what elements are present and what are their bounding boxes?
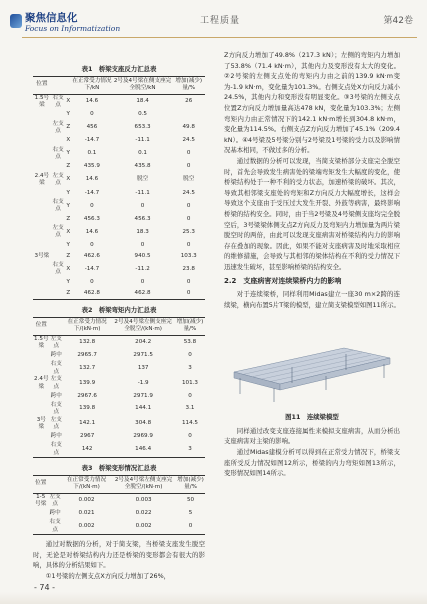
table-cell: -11.2 [135,265,150,272]
table-cell: 0 [186,202,191,209]
table-row [33,351,205,362]
table-cell [51,251,66,262]
table-cell: Z [66,215,71,222]
table1 [33,76,205,300]
table1-title: 表1 桥梁支座反力汇总表 [81,65,157,73]
table-cell: Z [66,252,71,259]
table-cell: 204.2 [135,339,152,346]
table-row [33,136,205,147]
table-header-cell: 2号及4号梁在侧支座完全脱空/kN [113,76,173,94]
table-cell: 0.021 [78,510,95,517]
table-cell: 0 [90,241,94,248]
table-cell: Z [65,288,71,300]
table-cell: 24.5 [182,137,195,144]
table-cell: 0 [188,392,192,399]
table-header-cell: 2号及4号梁左侧支座完全脱空/(kN·m) [111,317,175,335]
table-cell: 103.3 [180,252,197,259]
table-cell [33,188,51,199]
table-cell: 跨中 [50,352,62,359]
table-header-cell: 位置 [33,475,48,493]
table-cell: 右支点 [52,198,64,213]
table-cell: 456.3 [134,215,151,222]
figure-continuous-beam-model [226,314,398,410]
table-cell [33,277,51,288]
table-cell: 435.9 [83,163,100,170]
table-header-cell: 在正常受力情况下/kN [71,76,113,94]
table-row [33,288,205,300]
table-cell: 18.4 [136,98,149,105]
table-cell: 0.002 [111,519,176,535]
table-row [33,225,205,240]
table-header-cell [48,475,62,493]
table-cell [33,136,51,147]
table-row [33,417,205,432]
table-row [33,402,205,417]
table-cell: -11.1 [135,189,150,196]
table-cell: 脱空 [136,176,149,183]
table-cell: 139.9 [79,379,96,386]
table-cell: 0.003 [135,497,152,504]
table-cell: 53.8 [183,339,197,346]
table-header-cell [50,317,63,335]
table-cell: 101.3 [181,379,198,386]
journal-title-en: Focus on Informatization [25,24,121,33]
table-row [33,162,205,173]
table-cell: 2967 [80,433,95,440]
right-paragraph-3: 对于连续梁桥，同样利用Midas建立一座30 m×2跨的连续梁，横向布置5片T梁的模型，建立简支梁模型如图11所示。 [224,290,400,309]
table-cell: 2965.7 [77,352,97,359]
page-header [0,0,427,40]
table-cell: -1.9 [137,379,149,386]
table-header-cell: 增加(减少)量/% [172,76,205,94]
table-cell [33,225,51,240]
table-row [33,110,205,121]
table-cell: 462.6 [83,252,100,259]
table-cell [172,110,205,121]
table-row [33,251,205,262]
table-cell: 右支点 [49,519,61,533]
table-cell: 右支点 [50,361,62,375]
table-cell: Y [66,202,70,209]
table-header-cell: 增加(减少)量/% [175,317,205,335]
table-cell: 26 [185,98,193,105]
table-cell: 0 [186,163,191,170]
table-header-cell: 位置 [33,76,51,94]
table-row [33,391,205,402]
table-cell: 18.3 [136,228,149,235]
right-column [224,50,400,479]
table-cell [51,277,66,288]
beam-model-image [226,314,398,410]
table-row [33,121,205,136]
table-cell: 2.4号梁 [34,172,50,187]
table-cell [33,121,51,136]
table-cell: 462.8 [71,288,113,300]
table-cell: X [66,265,71,272]
table-cell: 1.5号梁 [34,335,49,350]
table-cell: 左支点 [49,493,61,508]
table-cell: 653.3 [134,124,151,131]
table-header-cell: 位置 [33,317,50,335]
table-cell [33,509,48,520]
table-cell: 1-5号梁 [35,493,47,508]
table-cell: 2.4号梁 [34,376,49,390]
table-cell: 456 [86,124,98,131]
table-header-cell: 2号及4号梁左侧支座完全脱空/(kN·m) [111,475,176,493]
table-cell [51,288,66,300]
table-row [33,361,205,376]
table-cell: 0 [140,278,145,285]
table-cell [33,199,51,214]
table-cell: Y [66,111,70,118]
table-cell [33,432,50,443]
table-cell [33,214,51,225]
table-cell: 23.8 [182,265,195,272]
table-cell: 0.5 [138,111,147,118]
table-cell [33,442,50,458]
table-cell [33,519,48,535]
table-cell: 49.8 [182,124,195,131]
table-cell: 0.022 [135,510,152,517]
table-cell: -11.1 [135,137,150,144]
table-cell [33,391,50,402]
table-cell: 114.5 [181,420,198,427]
table-cell: 0 [140,241,145,248]
table-cell: 435.8 [134,163,151,170]
table-cell: 0.002 [78,497,95,504]
table-cell: 2967.6 [77,392,97,399]
table-cell: 137 [137,364,149,371]
table-cell: 跨中 [50,392,62,399]
table-cell: 146.4 [111,442,175,458]
table-cell: 940.5 [134,252,151,259]
table-row [33,188,205,199]
table-cell: 142.1 [79,420,96,427]
table-row [33,240,205,251]
header-rule [22,37,417,38]
table-cell: 2971.9 [133,392,153,399]
table-cell: 3 [175,442,205,458]
left-paragraph-1: 通过对数据的分析，对于简支梁，当桥梁支座发生脱空时，无论是对桥梁结构内力还是桥梁的变形都会有很大的影响，具体的分析结果如下。 [33,540,205,570]
table-cell: 右支点 [50,442,62,456]
table-cell: 右支点 [52,146,64,161]
table-cell: 跨中 [50,433,62,440]
table-cell: 脱空 [183,176,195,183]
table-row [33,335,205,351]
table-cell: 132.8 [79,339,96,346]
table-cell: 0.002 [62,519,111,535]
table-row [33,376,205,391]
table-cell [51,214,66,225]
table-cell: 462.8 [113,288,173,300]
left-paragraph-2: ①1号梁的左侧支点X方向反力增加了26%， [45,571,171,580]
table2-title: 表2 桥梁弯矩内力汇总表 [81,306,157,315]
table-cell: 5 [188,510,193,517]
table-cell: 2969.9 [133,433,153,440]
table-cell: 左支点 [52,224,64,239]
table-row [33,199,205,214]
table-cell: Z [66,163,71,170]
table-cell: 0 [90,278,94,285]
table-cell: 14.6 [85,98,99,105]
table-cell: 3号梁 [36,416,46,431]
figure-caption: 图11 连续梁模型 [285,413,339,422]
table-cell: 0 [172,288,205,300]
table-cell [51,136,66,147]
table-header-cell: 增加(减少)量/% [176,475,205,493]
table-cell [33,288,51,300]
left-column [33,62,205,582]
table-cell: X [66,176,71,183]
table-cell [33,262,51,277]
table-cell: 144.1 [135,405,152,412]
table-cell: 25.3 [182,228,195,235]
table-cell: 左支点 [52,172,64,187]
table-cell: 0 [188,433,192,440]
table2 [33,317,205,459]
table-row [33,277,205,288]
table-row [33,94,205,110]
table-cell: 0 [186,150,191,157]
table-cell: Y [66,278,70,285]
table-cell [51,162,66,173]
table-cell: 24.5 [182,189,195,196]
table-cell: X [66,98,71,105]
table-row [33,509,205,520]
table-cell: 跨中 [49,510,61,517]
right-paragraph-2: 通过数据的分析可以发现，当简支梁桥部分支座完全脱空时，首先会导致发生病害处的梁端弯矩发生大幅度的变化，使桥梁结构处于一种不利的受力状态，加速桥梁的破坏。其次，导致其相邻梁支座处的弯矩和Z方向反力大幅度增长，这样会导致这个支座由于受压过大发生开裂、外鼓等病害，最终影响桥梁的结构安全。同时，由于当2号梁及4号梁侧支座均完全脱空后，3号梁梁体侧支点Z方向反力及弯矩内力增加量为两片梁脱空时的两倍，由此可以发现支座病害对桥梁结构内力的影响存在叠加的现象。因此，如果不能对支座病害及时地采取相应的维修措施，会导致与其相邻的梁体结构在不利的受力情况下迅速发生破坏，甚至影响桥梁的结构安全。 [224,156,400,271]
page-number: - 74 - [34,583,56,592]
table-cell: 139.8 [79,405,96,412]
page-footer-band [0,592,427,604]
table-row [33,262,205,277]
table-cell: 304.8 [135,420,152,427]
table-cell: 左支点 [50,416,62,431]
table-cell: 2971.5 [133,352,153,359]
section-heading: 2.2 支座病害对连续梁桥内力的影响 [224,277,342,286]
table-row [33,147,205,162]
table-cell [51,110,66,121]
table-cell: 0 [188,352,192,359]
table-cell: 1.5号梁 [34,94,50,109]
table-cell: 456.3 [83,215,100,222]
table-cell: 0.1 [87,150,97,157]
table-cell: -14.7 [84,265,100,272]
table-cell: 左支点 [50,335,62,350]
table-cell: 14.6 [85,176,99,183]
table-cell: 0 [186,215,191,222]
table-cell: 132.7 [79,364,96,371]
table-cell: 0 [186,241,191,248]
table-cell: 3.1 [185,405,195,412]
volume-label: 第42卷 [383,16,413,26]
table-cell: 右支点 [50,401,62,416]
journal-title-cn: 聚焦信息化 [25,12,78,24]
table-cell [51,188,66,199]
table-cell: 0 [140,202,145,209]
table-cell [33,162,51,173]
journal-logo-icon [10,14,22,28]
table-cell [33,240,51,251]
table-row [33,519,205,535]
table-cell [33,110,51,121]
table-row [33,214,205,225]
table-cell [33,351,50,362]
right-paragraph-5: 通过Midas建模分析可以得到在正常受力情况下，桥梁支座所受反力情况如图12所示，桥梁的内力弯矩如图13所示，变形情况如图14所示。 [224,448,400,478]
table3 [33,475,205,536]
table-cell: 14.6 [85,228,99,235]
table-cell: 右支点 [52,261,64,276]
table-cell: 50 [186,497,195,504]
table-cell: 0 [90,202,94,209]
table-row [33,493,205,509]
table-cell: 0 [90,111,94,118]
table-cell [33,402,50,417]
table-cell: Z [66,124,71,131]
table-cell: 0 [176,519,205,535]
table-header-cell: 在正常受力情况下/(kN·m) [62,475,111,493]
table-cell: 0.1 [138,150,147,157]
table-cell: 3号梁 [34,252,50,259]
table-cell: 左支点 [50,376,62,390]
table-cell: Y [66,150,70,157]
table-row [33,442,205,458]
right-paragraph-1: Z方向反力增加了49.8%（217.3 kN）；左侧的弯矩内力增加了53.8%（71.4 kN·m），其他内力及变形没有太大的变化。②2号梁的左侧支点处的弯矩内力由之前的139.9 kN·m变为-1.9 kN·m，变化量为101.3%。右侧支点处X方向反力减小24.5%，其他内力和变形没有明显变化。③3号梁的左侧支点位置Z方向反力增加量高达478 kN，变化量为103.3%；左侧弯矩内力由正常情况下的142.1 kN·m增长到304.8 kN·m，变化量为114.5%。右侧支点Z方向反力增加了45.1%（209.4 kN）。④4号梁及5号梁分别与2号梁及1号梁的受力以及影响情况基本相同，不做过多的分析。 [224,51,400,155]
table-header-cell: 在正常受力情况下/(kN·m) [63,317,111,335]
table-cell: Y [66,189,70,196]
table-cell: Y [66,241,70,248]
table-cell: 0 [186,278,191,285]
table-cell: 右支点 [52,94,64,109]
table3-title: 表3 桥梁变形情况汇总表 [81,464,157,473]
table-cell: 左支点 [52,120,64,135]
table-cell: -14.7 [84,189,100,196]
right-paragraph-4: 同样通过改变支座连接属性来模拟支座病害，从而分析出支座病害对主梁的影响。 [224,426,400,446]
table-row [33,432,205,443]
table-cell [51,240,66,251]
table-cell: 3 [188,364,192,371]
section-label: 工程质量 [200,16,241,26]
table-header-cell [51,76,66,94]
table-cell: X [66,137,71,144]
table-cell [33,147,51,162]
table-cell: X [66,228,71,235]
table-row [33,173,205,188]
table-cell: -14.7 [84,137,100,144]
table-cell: 142 [63,442,111,458]
table-cell [33,361,50,376]
